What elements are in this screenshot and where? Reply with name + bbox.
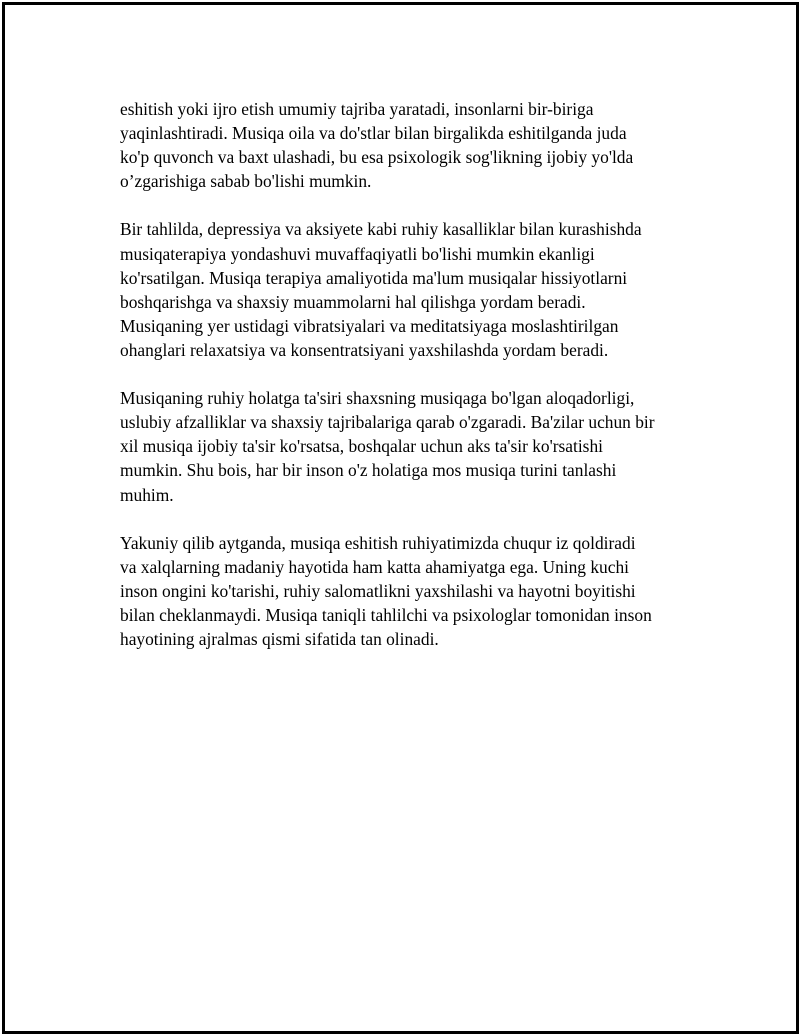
text-line: Musiqaning ruhiy holatga ta'siri shaxsning musiqaga bo'lgan aloqadorligi, — [120, 388, 635, 409]
text-line: xil musiqa ijobiy ta'sir ko'rsatsa, boshqalar uchun aks ta'sir ko'rsatishi — [120, 436, 603, 457]
paragraph-1 — [120, 97, 700, 193]
text-line: inson ongini ko'tarishi, ruhiy salomatlikni yaxshilashi va hayotni boyitishi — [120, 580, 636, 601]
text-line: musiqaterapiya yondashuvi muvaffaqiyatli bo'lishi mumkin ekanligi — [120, 243, 595, 264]
document-body — [120, 97, 700, 675]
paragraph-4 — [120, 531, 700, 651]
page-frame — [2, 2, 799, 1034]
paragraph-2 — [120, 217, 700, 362]
text-line: yaqinlashtiradi. Musiqa oila va do'stlar bilan birgalikda eshitilganda juda — [120, 123, 627, 144]
text-line: Musiqaning yer ustidagi vibratsiyalari va meditatsiyaga moslashtirilgan — [120, 315, 619, 336]
text-line: uslubiy afzalliklar va shaxsiy tajribalariga qarab o'zgaradi. Ba'zilar uchun bir — [120, 412, 655, 433]
text-line: ko'p quvonch va baxt ulashadi, bu esa psixologik sog'likning ijobiy yo'lda — [120, 147, 634, 168]
text-line: ohanglari relaxatsiya va konsentratsiyani yaxshilashda yordam beradi. — [120, 339, 609, 360]
text-line: va xalqlarning madaniy hayotida ham katta ahamiyatga ega. Uning kuchi — [120, 556, 629, 577]
text-line: muhim. — [120, 484, 174, 505]
text-line: Bir tahlilda, depressiya va aksiyete kabi ruhiy kasalliklar bilan kurashishda — [120, 219, 642, 240]
paragraph-3 — [120, 386, 700, 506]
text-line: Yakuniy qilib aytganda, musiqa eshitish ruhiyatimizda chuqur iz qoldiradi — [120, 532, 636, 553]
text-line: mumkin. Shu bois, har bir inson o'z holatiga mos musiqa turini tanlashi — [120, 460, 617, 481]
text-line: eshitish yoki ijro etish umumiy tajriba yaratadi, insonlarni bir-biriga — [120, 99, 594, 119]
text-line: bilan cheklanmaydi. Musiqa taniqli tahlilchi va psixologlar tomonidan inson — [120, 604, 652, 625]
text-line: boshqarishga va shaxsiy muammolarni hal qilishga yordam beradi. — [120, 291, 586, 312]
text-line: hayotining ajralmas qismi sifatida tan olinadi. — [120, 629, 439, 650]
text-line: ko'rsatilgan. Musiqa terapiya amaliyotida ma'lum musiqalar hissiyotlarni — [120, 267, 628, 288]
text-line: o’zgarishiga sabab bo'lishi mumkin. — [120, 171, 372, 192]
